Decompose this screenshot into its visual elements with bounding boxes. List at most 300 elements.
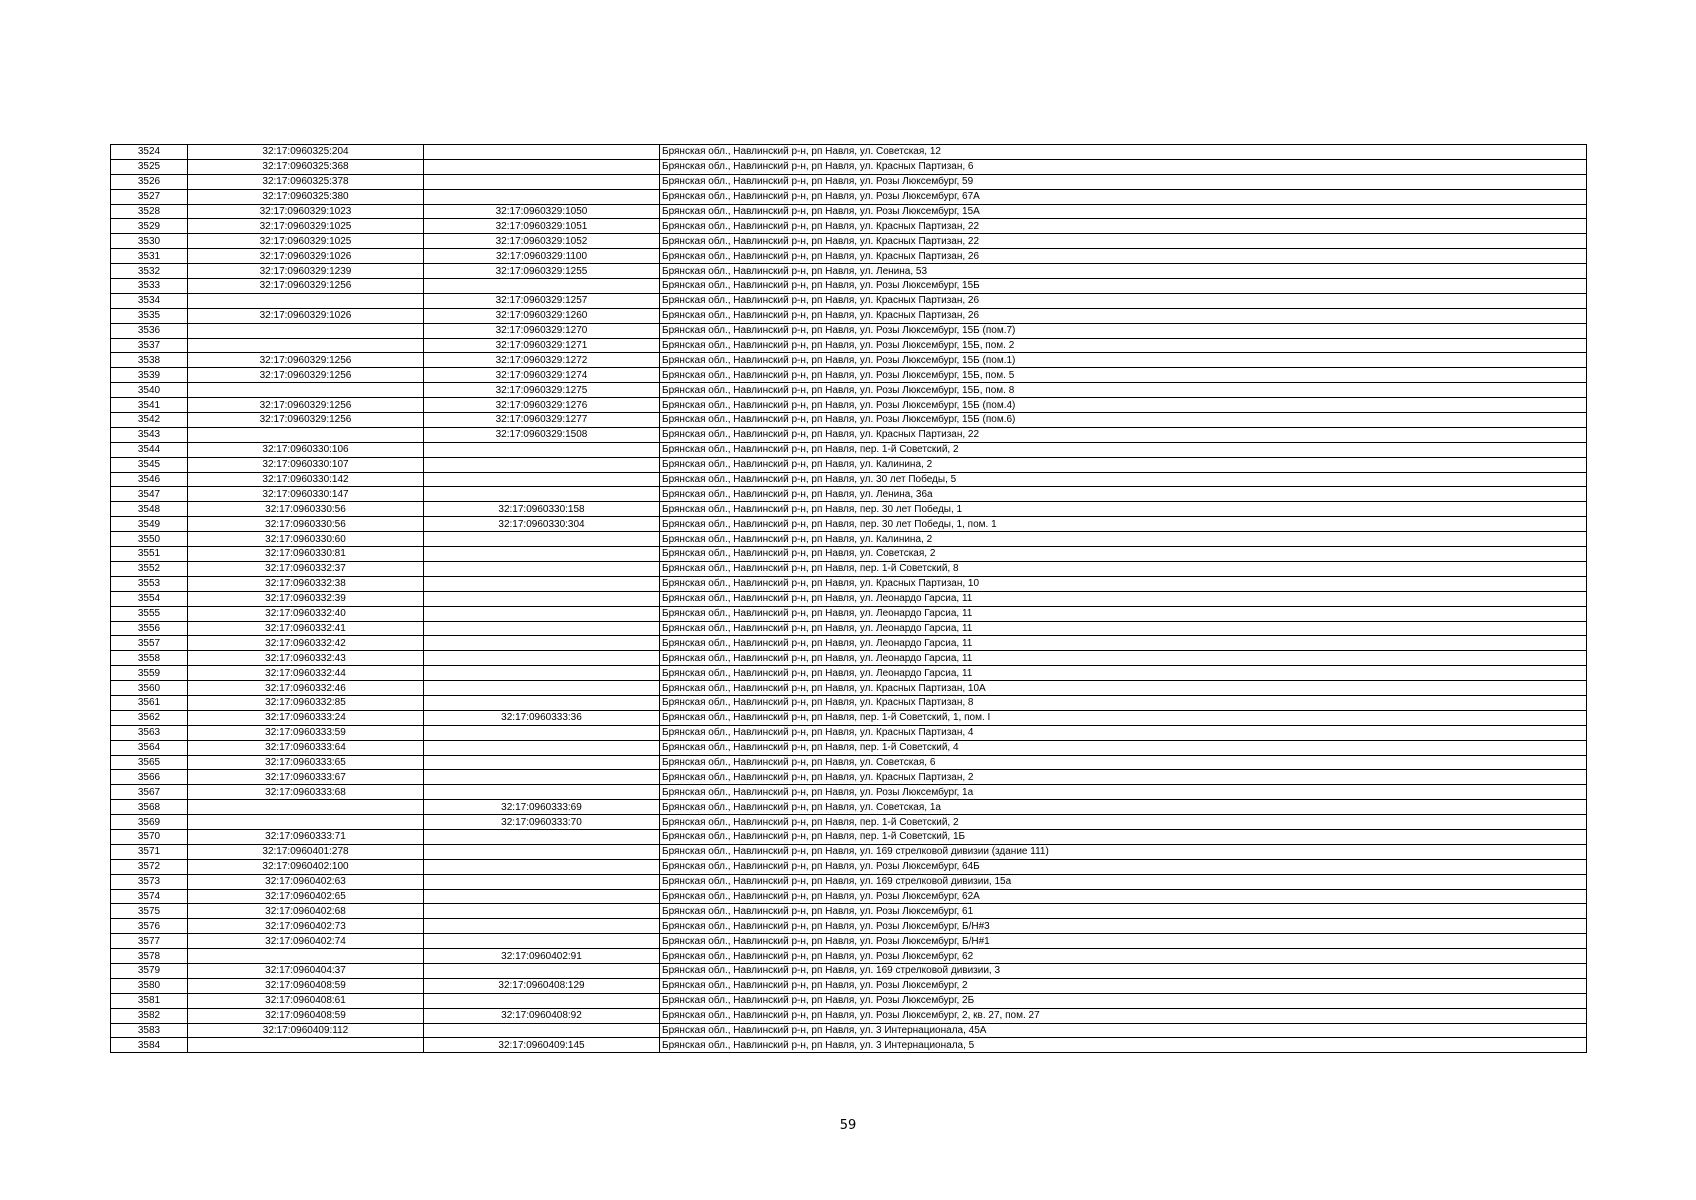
address-cell: Брянская обл., Навлинский р-н, рп Навля, ул. Советская, 2 xyxy=(660,547,1587,562)
row-number-cell: 3583 xyxy=(111,1023,188,1038)
parcel-cadastral-number-cell: 32:17:0960332:37 xyxy=(188,561,424,576)
parcel-cadastral-number-cell: 32:17:0960332:46 xyxy=(188,681,424,696)
parcel-cadastral-number-cell: 32:17:0960332:41 xyxy=(188,621,424,636)
object-cadastral-number-cell: 32:17:0960333:69 xyxy=(424,800,660,815)
table-row xyxy=(111,606,1587,621)
address-cell: Брянская обл., Навлинский р-н, рп Навля, ул. Ленина, 53 xyxy=(660,264,1587,279)
object-cadastral-number-cell xyxy=(424,472,660,487)
address-cell: Брянская обл., Навлинский р-н, рп Навля, ул. 169 стрелковой дивизии, 3 xyxy=(660,963,1587,978)
row-number-cell: 3579 xyxy=(111,963,188,978)
address-cell: Брянская обл., Навлинский р-н, рп Навля, ул. Розы Люксембург, 15Б, пом. 2 xyxy=(660,338,1587,353)
parcel-cadastral-number-cell: 32:17:0960329:1026 xyxy=(188,308,424,323)
address-cell: Брянская обл., Навлинский р-н, рп Навля, ул. Красных Партизан, 2 xyxy=(660,770,1587,785)
table-row xyxy=(111,293,1587,308)
address-cell: Брянская обл., Навлинский р-н, рп Навля, ул. Розы Люксембург, Б/Н#3 xyxy=(660,919,1587,934)
row-number-cell: 3557 xyxy=(111,636,188,651)
object-cadastral-number-cell xyxy=(424,919,660,934)
parcel-cadastral-number-cell: 32:17:0960332:38 xyxy=(188,576,424,591)
table-row xyxy=(111,993,1587,1008)
object-cadastral-number-cell: 32:17:0960329:1270 xyxy=(424,323,660,338)
object-cadastral-number-cell xyxy=(424,829,660,844)
table-row xyxy=(111,472,1587,487)
object-cadastral-number-cell xyxy=(424,666,660,681)
address-cell: Брянская обл., Навлинский р-н, рп Навля, ул. 169 стрелковой дивизии (здание 111) xyxy=(660,844,1587,859)
parcel-cadastral-number-cell: 32:17:0960325:380 xyxy=(188,189,424,204)
table-row xyxy=(111,785,1587,800)
table-row xyxy=(111,189,1587,204)
address-cell: Брянская обл., Навлинский р-н, рп Навля, ул. Красных Партизан, 8 xyxy=(660,695,1587,710)
address-cell: Брянская обл., Навлинский р-н, рп Навля, ул. Розы Люксембург, 67А xyxy=(660,189,1587,204)
address-cell: Брянская обл., Навлинский р-н, рп Навля, ул. Леонардо Гарсиа, 11 xyxy=(660,591,1587,606)
object-cadastral-number-cell: 32:17:0960408:92 xyxy=(424,1008,660,1023)
address-cell: Брянская обл., Навлинский р-н, рп Навля, ул. Красных Партизан, 10А xyxy=(660,681,1587,696)
object-cadastral-number-cell xyxy=(424,740,660,755)
table-row xyxy=(111,949,1587,964)
address-cell: Брянская обл., Навлинский р-н, рп Навля, ул. Красных Партизан, 22 xyxy=(660,219,1587,234)
table-row xyxy=(111,755,1587,770)
address-cell: Брянская обл., Навлинский р-н, рп Навля, ул. Леонардо Гарсиа, 11 xyxy=(660,636,1587,651)
object-cadastral-number-cell: 32:17:0960329:1100 xyxy=(424,249,660,264)
row-number-cell: 3539 xyxy=(111,368,188,383)
table-row xyxy=(111,829,1587,844)
row-number-cell: 3566 xyxy=(111,770,188,785)
table-row xyxy=(111,487,1587,502)
row-number-cell: 3533 xyxy=(111,279,188,294)
row-number-cell: 3532 xyxy=(111,264,188,279)
object-cadastral-number-cell xyxy=(424,904,660,919)
address-cell: Брянская обл., Навлинский р-н, рп Навля, ул. Красных Партизан, 22 xyxy=(660,427,1587,442)
object-cadastral-number-cell xyxy=(424,859,660,874)
row-number-cell: 3524 xyxy=(111,145,188,160)
row-number-cell: 3549 xyxy=(111,517,188,532)
object-cadastral-number-cell xyxy=(424,934,660,949)
address-cell: Брянская обл., Навлинский р-н, рп Навля, ул. Красных Партизан, 6 xyxy=(660,159,1587,174)
object-cadastral-number-cell: 32:17:0960329:1275 xyxy=(424,383,660,398)
row-number-cell: 3550 xyxy=(111,532,188,547)
address-cell: Брянская обл., Навлинский р-н, рп Навля, ул. Красных Партизан, 22 xyxy=(660,234,1587,249)
table-row xyxy=(111,934,1587,949)
address-cell: Брянская обл., Навлинский р-н, рп Навля, ул. 169 стрелковой дивизии, 15а xyxy=(660,874,1587,889)
row-number-cell: 3567 xyxy=(111,785,188,800)
object-cadastral-number-cell: 32:17:0960409:145 xyxy=(424,1038,660,1053)
object-cadastral-number-cell xyxy=(424,1023,660,1038)
parcel-cadastral-number-cell: 32:17:0960329:1256 xyxy=(188,398,424,413)
address-cell: Брянская обл., Навлинский р-н, рп Навля, ул. Красных Партизан, 4 xyxy=(660,725,1587,740)
address-cell: Брянская обл., Навлинский р-н, рп Навля, ул. Розы Люксембург, 1а xyxy=(660,785,1587,800)
table-row xyxy=(111,963,1587,978)
object-cadastral-number-cell xyxy=(424,591,660,606)
table-row xyxy=(111,666,1587,681)
parcel-cadastral-number-cell: 32:17:0960402:63 xyxy=(188,874,424,889)
object-cadastral-number-cell: 32:17:0960329:1277 xyxy=(424,413,660,428)
address-cell: Брянская обл., Навлинский р-н, рп Навля, ул. Леонардо Гарсиа, 11 xyxy=(660,651,1587,666)
object-cadastral-number-cell xyxy=(424,755,660,770)
row-number-cell: 3529 xyxy=(111,219,188,234)
parcel-cadastral-number-cell: 32:17:0960408:59 xyxy=(188,978,424,993)
object-cadastral-number-cell: 32:17:0960329:1257 xyxy=(424,293,660,308)
parcel-cadastral-number-cell: 32:17:0960330:142 xyxy=(188,472,424,487)
row-number-cell: 3535 xyxy=(111,308,188,323)
row-number-cell: 3551 xyxy=(111,547,188,562)
address-cell: Брянская обл., Навлинский р-н, рп Навля, ул. Розы Люксембург, 15Б, пом. 5 xyxy=(660,368,1587,383)
parcel-cadastral-number-cell: 32:17:0960329:1026 xyxy=(188,249,424,264)
address-cell: Брянская обл., Навлинский р-н, рп Навля, пер. 1-й Советский, 4 xyxy=(660,740,1587,755)
address-cell: Брянская обл., Навлинский р-н, рп Навля, ул. 30 лет Победы, 5 xyxy=(660,472,1587,487)
parcel-cadastral-number-cell: 32:17:0960402:68 xyxy=(188,904,424,919)
object-cadastral-number-cell xyxy=(424,159,660,174)
object-cadastral-number-cell xyxy=(424,725,660,740)
table-row xyxy=(111,159,1587,174)
parcel-cadastral-number-cell: 32:17:0960333:71 xyxy=(188,829,424,844)
parcel-cadastral-number-cell xyxy=(188,293,424,308)
parcel-cadastral-number-cell: 32:17:0960329:1256 xyxy=(188,279,424,294)
table-row xyxy=(111,591,1587,606)
address-cell: Брянская обл., Навлинский р-н, рп Навля, ул. Красных Партизан, 26 xyxy=(660,293,1587,308)
object-cadastral-number-cell xyxy=(424,844,660,859)
parcel-cadastral-number-cell: 32:17:0960332:43 xyxy=(188,651,424,666)
table-row xyxy=(111,308,1587,323)
table-row xyxy=(111,800,1587,815)
object-cadastral-number-cell xyxy=(424,785,660,800)
address-cell: Брянская обл., Навлинский р-н, рп Навля, ул. Розы Люксембург, 15Б (пом.1) xyxy=(660,353,1587,368)
object-cadastral-number-cell xyxy=(424,606,660,621)
object-cadastral-number-cell xyxy=(424,874,660,889)
object-cadastral-number-cell xyxy=(424,621,660,636)
parcel-cadastral-number-cell: 32:17:0960409:112 xyxy=(188,1023,424,1038)
address-cell: Брянская обл., Навлинский р-н, рп Навля, пер. 30 лет Победы, 1, пом. 1 xyxy=(660,517,1587,532)
parcel-cadastral-number-cell: 32:17:0960329:1256 xyxy=(188,368,424,383)
parcel-cadastral-number-cell xyxy=(188,338,424,353)
table-row xyxy=(111,859,1587,874)
row-number-cell: 3561 xyxy=(111,695,188,710)
row-number-cell: 3573 xyxy=(111,874,188,889)
address-cell: Брянская обл., Навлинский р-н, рп Навля, ул. Советская, 6 xyxy=(660,755,1587,770)
table-row xyxy=(111,204,1587,219)
object-cadastral-number-cell xyxy=(424,963,660,978)
address-cell: Брянская обл., Навлинский р-н, рп Навля, ул. Розы Люксембург, 2, кв. 27, пом. 27 xyxy=(660,1008,1587,1023)
table-row xyxy=(111,844,1587,859)
table-row xyxy=(111,442,1587,457)
row-number-cell: 3541 xyxy=(111,398,188,413)
parcel-cadastral-number-cell xyxy=(188,800,424,815)
object-cadastral-number-cell xyxy=(424,636,660,651)
parcel-cadastral-number-cell: 32:17:0960333:24 xyxy=(188,710,424,725)
address-cell: Брянская обл., Навлинский р-н, рп Навля, ул. Ленина, 36а xyxy=(660,487,1587,502)
parcel-cadastral-number-cell: 32:17:0960330:106 xyxy=(188,442,424,457)
table-row xyxy=(111,725,1587,740)
row-number-cell: 3528 xyxy=(111,204,188,219)
address-cell: Брянская обл., Навлинский р-н, рп Навля, ул. Красных Партизан, 10 xyxy=(660,576,1587,591)
table-row xyxy=(111,681,1587,696)
table-row xyxy=(111,338,1587,353)
address-cell: Брянская обл., Навлинский р-н, рп Навля, ул. Розы Люксембург, 15А xyxy=(660,204,1587,219)
object-cadastral-number-cell xyxy=(424,487,660,502)
address-cell: Брянская обл., Навлинский р-н, рп Навля, пер. 30 лет Победы, 1 xyxy=(660,502,1587,517)
parcel-cadastral-number-cell: 32:17:0960332:39 xyxy=(188,591,424,606)
address-cell: Брянская обл., Навлинский р-н, рп Навля, ул. Розы Люксембург, 61 xyxy=(660,904,1587,919)
address-cell: Брянская обл., Навлинский р-н, рп Навля, ул. 3 Интернационала, 45А xyxy=(660,1023,1587,1038)
parcel-cadastral-number-cell: 32:17:0960329:1023 xyxy=(188,204,424,219)
table-row xyxy=(111,249,1587,264)
table-row xyxy=(111,279,1587,294)
object-cadastral-number-cell: 32:17:0960329:1508 xyxy=(424,427,660,442)
address-cell: Брянская обл., Навлинский р-н, рп Навля, ул. Розы Люксембург, 2Б xyxy=(660,993,1587,1008)
address-cell: Брянская обл., Навлинский р-н, рп Навля, ул. Леонардо Гарсиа, 11 xyxy=(660,666,1587,681)
row-number-cell: 3576 xyxy=(111,919,188,934)
address-cell: Брянская обл., Навлинский р-н, рп Навля, ул. 3 Интернационала, 5 xyxy=(660,1038,1587,1053)
table-row xyxy=(111,353,1587,368)
address-cell: Брянская обл., Навлинский р-н, рп Навля, ул. Розы Люксембург, 15Б (пом.4) xyxy=(660,398,1587,413)
table-row xyxy=(111,174,1587,189)
row-number-cell: 3542 xyxy=(111,413,188,428)
object-cadastral-number-cell: 32:17:0960329:1051 xyxy=(424,219,660,234)
object-cadastral-number-cell: 32:17:0960330:304 xyxy=(424,517,660,532)
object-cadastral-number-cell: 32:17:0960402:91 xyxy=(424,949,660,964)
table-row xyxy=(111,636,1587,651)
object-cadastral-number-cell: 32:17:0960329:1050 xyxy=(424,204,660,219)
object-cadastral-number-cell: 32:17:0960333:36 xyxy=(424,710,660,725)
object-cadastral-number-cell xyxy=(424,442,660,457)
row-number-cell: 3537 xyxy=(111,338,188,353)
object-cadastral-number-cell xyxy=(424,547,660,562)
table-row xyxy=(111,770,1587,785)
table-row xyxy=(111,547,1587,562)
parcel-cadastral-number-cell xyxy=(188,949,424,964)
parcel-cadastral-number-cell: 32:17:0960330:107 xyxy=(188,457,424,472)
page-number: 59 xyxy=(839,1118,857,1133)
address-cell: Брянская обл., Навлинский р-н, рп Навля, ул. Калинина, 2 xyxy=(660,532,1587,547)
table-row xyxy=(111,1038,1587,1053)
row-number-cell: 3562 xyxy=(111,710,188,725)
table-row xyxy=(111,383,1587,398)
address-cell: Брянская обл., Навлинский р-н, рп Навля, ул. Красных Партизан, 26 xyxy=(660,308,1587,323)
object-cadastral-number-cell: 32:17:0960329:1272 xyxy=(424,353,660,368)
parcel-cadastral-number-cell xyxy=(188,815,424,830)
row-number-cell: 3580 xyxy=(111,978,188,993)
row-number-cell: 3545 xyxy=(111,457,188,472)
parcel-cadastral-number-cell: 32:17:0960333:59 xyxy=(188,725,424,740)
address-cell: Брянская обл., Навлинский р-н, рп Навля, ул. Красных Партизан, 26 xyxy=(660,249,1587,264)
parcel-cadastral-number-cell: 32:17:0960325:378 xyxy=(188,174,424,189)
row-number-cell: 3569 xyxy=(111,815,188,830)
parcel-cadastral-number-cell: 32:17:0960330:147 xyxy=(188,487,424,502)
object-cadastral-number-cell xyxy=(424,993,660,1008)
row-number-cell: 3571 xyxy=(111,844,188,859)
parcel-cadastral-number-cell: 32:17:0960329:1025 xyxy=(188,234,424,249)
parcel-cadastral-number-cell: 32:17:0960325:204 xyxy=(188,145,424,160)
row-number-cell: 3570 xyxy=(111,829,188,844)
object-cadastral-number-cell xyxy=(424,561,660,576)
row-number-cell: 3582 xyxy=(111,1008,188,1023)
row-number-cell: 3546 xyxy=(111,472,188,487)
table-row xyxy=(111,740,1587,755)
address-cell: Брянская обл., Навлинский р-н, рп Навля, пер. 1-й Советский, 8 xyxy=(660,561,1587,576)
row-number-cell: 3538 xyxy=(111,353,188,368)
row-number-cell: 3530 xyxy=(111,234,188,249)
table-row xyxy=(111,427,1587,442)
object-cadastral-number-cell xyxy=(424,532,660,547)
parcel-cadastral-number-cell: 32:17:0960408:59 xyxy=(188,1008,424,1023)
address-cell: Брянская обл., Навлинский р-н, рп Навля, ул. Калинина, 2 xyxy=(660,457,1587,472)
table-row xyxy=(111,517,1587,532)
table-row xyxy=(111,264,1587,279)
row-number-cell: 3577 xyxy=(111,934,188,949)
table-row xyxy=(111,889,1587,904)
parcel-cadastral-number-cell xyxy=(188,1038,424,1053)
table-row xyxy=(111,532,1587,547)
address-cell: Брянская обл., Навлинский р-н, рп Навля, ул. Розы Люксембург, 15Б (пом.6) xyxy=(660,413,1587,428)
row-number-cell: 3565 xyxy=(111,755,188,770)
table-row xyxy=(111,413,1587,428)
parcel-cadastral-number-cell: 32:17:0960330:81 xyxy=(188,547,424,562)
table-row xyxy=(111,398,1587,413)
object-cadastral-number-cell xyxy=(424,770,660,785)
parcel-cadastral-number-cell: 32:17:0960333:64 xyxy=(188,740,424,755)
object-cadastral-number-cell xyxy=(424,279,660,294)
address-cell: Брянская обл., Навлинский р-н, рп Навля, ул. Розы Люксембург, 15Б (пом.7) xyxy=(660,323,1587,338)
parcel-cadastral-number-cell: 32:17:0960402:65 xyxy=(188,889,424,904)
parcel-cadastral-number-cell: 32:17:0960329:1239 xyxy=(188,264,424,279)
address-cell: Брянская обл., Навлинский р-н, рп Навля, пер. 1-й Советский, 1Б xyxy=(660,829,1587,844)
row-number-cell: 3568 xyxy=(111,800,188,815)
object-cadastral-number-cell xyxy=(424,145,660,160)
address-cell: Брянская обл., Навлинский р-н, рп Навля, ул. Розы Люксембург, 15Б, пом. 8 xyxy=(660,383,1587,398)
row-number-cell: 3554 xyxy=(111,591,188,606)
table-row xyxy=(111,815,1587,830)
address-cell: Брянская обл., Навлинский р-н, рп Навля, ул. Розы Люксембург, 2 xyxy=(660,978,1587,993)
row-number-cell: 3584 xyxy=(111,1038,188,1053)
row-number-cell: 3575 xyxy=(111,904,188,919)
parcel-cadastral-number-cell: 32:17:0960402:100 xyxy=(188,859,424,874)
parcel-cadastral-number-cell: 32:17:0960408:61 xyxy=(188,993,424,1008)
address-cell: Брянская обл., Навлинский р-н, рп Навля, ул. Леонардо Гарсиа, 11 xyxy=(660,621,1587,636)
address-cell: Брянская обл., Навлинский р-н, рп Навля, ул. Советская, 1а xyxy=(660,800,1587,815)
row-number-cell: 3543 xyxy=(111,427,188,442)
object-cadastral-number-cell: 32:17:0960329:1274 xyxy=(424,368,660,383)
parcel-cadastral-number-cell: 32:17:0960330:56 xyxy=(188,502,424,517)
row-number-cell: 3563 xyxy=(111,725,188,740)
object-cadastral-number-cell xyxy=(424,889,660,904)
object-cadastral-number-cell: 32:17:0960330:158 xyxy=(424,502,660,517)
object-cadastral-number-cell: 32:17:0960329:1260 xyxy=(424,308,660,323)
parcel-cadastral-number-cell: 32:17:0960401:278 xyxy=(188,844,424,859)
table-row xyxy=(111,919,1587,934)
table-row xyxy=(111,904,1587,919)
table-row xyxy=(111,1023,1587,1038)
table-row xyxy=(111,502,1587,517)
parcel-cadastral-number-cell: 32:17:0960333:65 xyxy=(188,755,424,770)
row-number-cell: 3555 xyxy=(111,606,188,621)
object-cadastral-number-cell: 32:17:0960408:129 xyxy=(424,978,660,993)
parcel-cadastral-number-cell: 32:17:0960332:40 xyxy=(188,606,424,621)
parcel-cadastral-number-cell: 32:17:0960325:368 xyxy=(188,159,424,174)
parcel-cadastral-number-cell xyxy=(188,427,424,442)
row-number-cell: 3574 xyxy=(111,889,188,904)
parcel-cadastral-number-cell: 32:17:0960330:60 xyxy=(188,532,424,547)
parcel-cadastral-number-cell: 32:17:0960329:1256 xyxy=(188,353,424,368)
object-cadastral-number-cell xyxy=(424,189,660,204)
address-cell: Брянская обл., Навлинский р-н, рп Навля, ул. Розы Люксембург, Б/Н#1 xyxy=(660,934,1587,949)
object-cadastral-number-cell xyxy=(424,695,660,710)
object-cadastral-number-cell: 32:17:0960329:1255 xyxy=(424,264,660,279)
table-row xyxy=(111,234,1587,249)
parcel-cadastral-number-cell: 32:17:0960404:37 xyxy=(188,963,424,978)
row-number-cell: 3548 xyxy=(111,502,188,517)
parcel-cadastral-number-cell: 32:17:0960329:1256 xyxy=(188,413,424,428)
object-cadastral-number-cell xyxy=(424,681,660,696)
cadastral-register-table xyxy=(110,144,1587,1053)
address-cell: Брянская обл., Навлинский р-н, рп Навля, пер. 1-й Советский, 2 xyxy=(660,815,1587,830)
address-cell: Брянская обл., Навлинский р-н, рп Навля, ул. Розы Люксембург, 62А xyxy=(660,889,1587,904)
address-cell: Брянская обл., Навлинский р-н, рп Навля, ул. Леонардо Гарсиа, 11 xyxy=(660,606,1587,621)
parcel-cadastral-number-cell: 32:17:0960332:44 xyxy=(188,666,424,681)
table-row xyxy=(111,219,1587,234)
row-number-cell: 3560 xyxy=(111,681,188,696)
parcel-cadastral-number-cell: 32:17:0960402:73 xyxy=(188,919,424,934)
address-cell: Брянская обл., Навлинский р-н, рп Навля, пер. 1-й Советский, 2 xyxy=(660,442,1587,457)
table-row xyxy=(111,651,1587,666)
address-cell: Брянская обл., Навлинский р-н, рп Навля, ул. Розы Люксембург, 64Б xyxy=(660,859,1587,874)
row-number-cell: 3553 xyxy=(111,576,188,591)
table-row xyxy=(111,1008,1587,1023)
row-number-cell: 3526 xyxy=(111,174,188,189)
row-number-cell: 3581 xyxy=(111,993,188,1008)
parcel-cadastral-number-cell: 32:17:0960329:1025 xyxy=(188,219,424,234)
parcel-cadastral-number-cell xyxy=(188,383,424,398)
object-cadastral-number-cell: 32:17:0960329:1276 xyxy=(424,398,660,413)
row-number-cell: 3536 xyxy=(111,323,188,338)
row-number-cell: 3558 xyxy=(111,651,188,666)
table-row xyxy=(111,457,1587,472)
table-row xyxy=(111,874,1587,889)
row-number-cell: 3547 xyxy=(111,487,188,502)
row-number-cell: 3564 xyxy=(111,740,188,755)
row-number-cell: 3540 xyxy=(111,383,188,398)
object-cadastral-number-cell: 32:17:0960329:1052 xyxy=(424,234,660,249)
address-cell: Брянская обл., Навлинский р-н, рп Навля, ул. Розы Люксембург, 62 xyxy=(660,949,1587,964)
table-row xyxy=(111,368,1587,383)
object-cadastral-number-cell xyxy=(424,576,660,591)
table-row xyxy=(111,695,1587,710)
row-number-cell: 3552 xyxy=(111,561,188,576)
table-row xyxy=(111,323,1587,338)
address-cell: Брянская обл., Навлинский р-н, рп Навля, ул. Советская, 12 xyxy=(660,145,1587,160)
parcel-cadastral-number-cell xyxy=(188,323,424,338)
row-number-cell: 3534 xyxy=(111,293,188,308)
table-row xyxy=(111,978,1587,993)
table-body xyxy=(111,145,1587,1053)
address-cell: Брянская обл., Навлинский р-н, рп Навля, ул. Розы Люксембург, 15Б xyxy=(660,279,1587,294)
object-cadastral-number-cell xyxy=(424,651,660,666)
parcel-cadastral-number-cell: 32:17:0960332:85 xyxy=(188,695,424,710)
row-number-cell: 3572 xyxy=(111,859,188,874)
object-cadastral-number-cell xyxy=(424,174,660,189)
object-cadastral-number-cell xyxy=(424,457,660,472)
row-number-cell: 3559 xyxy=(111,666,188,681)
parcel-cadastral-number-cell: 32:17:0960402:74 xyxy=(188,934,424,949)
row-number-cell: 3556 xyxy=(111,621,188,636)
parcel-cadastral-number-cell: 32:17:0960332:42 xyxy=(188,636,424,651)
parcel-cadastral-number-cell: 32:17:0960330:56 xyxy=(188,517,424,532)
row-number-cell: 3527 xyxy=(111,189,188,204)
address-cell: Брянская обл., Навлинский р-н, рп Навля, пер. 1-й Советский, 1, пом. I xyxy=(660,710,1587,725)
address-cell: Брянская обл., Навлинский р-н, рп Навля, ул. Розы Люксембург, 59 xyxy=(660,174,1587,189)
parcel-cadastral-number-cell: 32:17:0960333:67 xyxy=(188,770,424,785)
table-row xyxy=(111,710,1587,725)
row-number-cell: 3578 xyxy=(111,949,188,964)
table-row xyxy=(111,561,1587,576)
table-row xyxy=(111,621,1587,636)
